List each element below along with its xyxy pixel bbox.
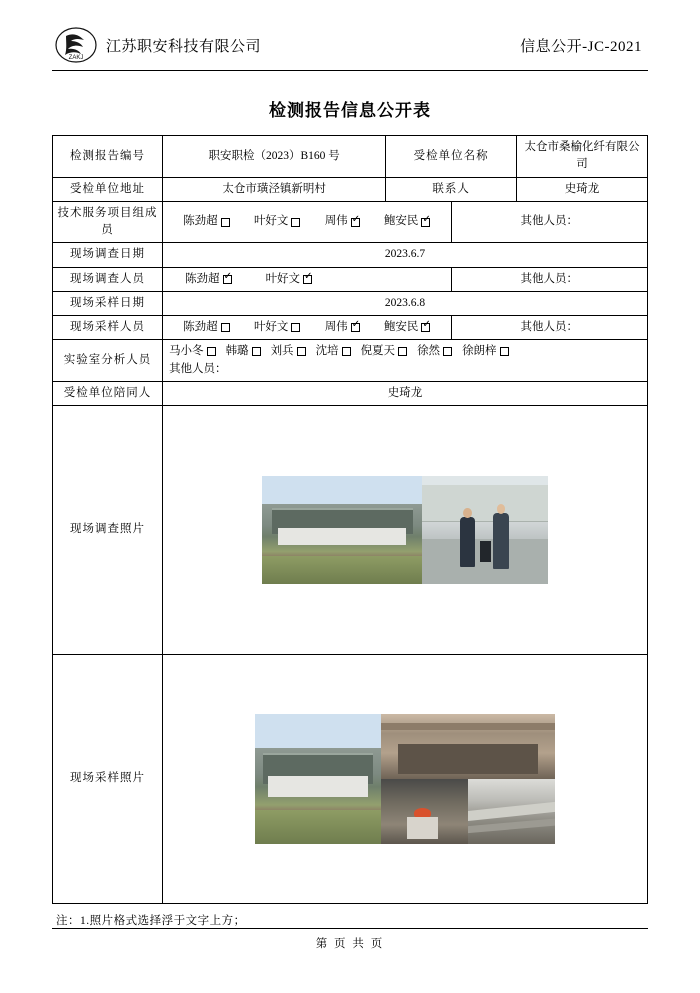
- tech-team-members: [163, 201, 452, 243]
- member-checkbox[interactable]: [351, 218, 360, 227]
- member-name: 徐然: [417, 345, 441, 358]
- survey-date-label: 现场调查日期: [53, 243, 163, 267]
- member-name: 鲍安民: [383, 321, 419, 333]
- sampling-photo-group: [255, 714, 555, 844]
- member-checkbox[interactable]: [252, 347, 261, 356]
- lab-staff-label: 实验室分析人员: [53, 340, 163, 382]
- table-row: [53, 177, 648, 201]
- survey-staff-label: 现场调查人员: [53, 267, 163, 291]
- photo-factory-exterior: [262, 476, 422, 584]
- sampling-photos-cell: [163, 655, 648, 904]
- header-divider: [52, 70, 648, 71]
- member-chip[interactable]: [316, 343, 351, 360]
- table-row: [53, 316, 648, 340]
- member-chip[interactable]: [384, 213, 431, 230]
- report-no-value: 职安职检（2023）B160 号: [163, 136, 386, 178]
- footer-divider: [52, 928, 648, 929]
- member-name: 叶好文: [253, 321, 289, 333]
- photo-sampling-worker: [381, 779, 468, 844]
- table-row: [53, 381, 648, 405]
- photo-site-survey-people: [422, 476, 548, 584]
- member-chip[interactable]: [226, 343, 261, 360]
- member-name: 陈劲超: [185, 272, 220, 285]
- photo-workshop-interior: [381, 714, 555, 779]
- member-checkbox[interactable]: [342, 347, 351, 356]
- member-chip[interactable]: [183, 319, 230, 336]
- company-name: 江苏职安科技有限公司: [106, 38, 262, 55]
- table-row: [53, 243, 648, 267]
- member-checkbox[interactable]: [443, 347, 452, 356]
- sampling-date-label: 现场采样日期: [53, 291, 163, 315]
- tech-team-label: 技术服务项目组成员: [53, 201, 163, 243]
- document-code: 信息公开-JC-2021: [520, 38, 642, 55]
- member-checkbox[interactable]: [297, 347, 306, 356]
- member-chip[interactable]: [384, 319, 431, 336]
- table-row: [53, 267, 648, 291]
- sampling-staff-members: [163, 316, 452, 340]
- member-name: 叶好文: [253, 215, 289, 228]
- member-chip[interactable]: [185, 271, 232, 288]
- member-chip[interactable]: [271, 343, 306, 360]
- member-name: 陈劲超: [183, 215, 218, 228]
- company-logo-icon: [54, 26, 98, 64]
- survey-date-value: 2023.6.7: [163, 243, 648, 267]
- member-name: 韩璐: [225, 345, 249, 358]
- lab-others-label: 其他人员：: [169, 362, 227, 375]
- contact-value: 史琦龙: [517, 177, 648, 201]
- member-name: 周伟: [324, 321, 348, 333]
- page-header: [52, 0, 648, 78]
- member-checkbox[interactable]: [398, 347, 407, 356]
- contact-label: 联系人: [386, 177, 517, 201]
- client-address-value: 太仓市璜泾镇新明村: [163, 177, 386, 201]
- sampling-photos-label: 现场采样照片: [53, 655, 163, 904]
- member-name: 陈劲超: [183, 321, 218, 333]
- member-chip[interactable]: [254, 319, 301, 336]
- member-checkbox[interactable]: [421, 323, 430, 332]
- member-name: 徐朗梓: [462, 345, 497, 358]
- info-table: [52, 135, 648, 904]
- member-chip[interactable]: [325, 213, 360, 230]
- report-no-label: 检测报告编号: [53, 136, 163, 178]
- survey-photos-cell: [163, 406, 648, 655]
- member-checkbox[interactable]: [223, 275, 232, 284]
- member-name: 鲍安民: [383, 215, 419, 228]
- member-chip[interactable]: [254, 213, 301, 230]
- photo-production-line: [468, 779, 555, 844]
- tech-team-others-label: 其他人员：: [451, 201, 647, 243]
- member-name: 马小冬: [169, 345, 204, 358]
- sampling-others-label: 其他人员：: [451, 316, 647, 340]
- member-chip[interactable]: [417, 343, 452, 360]
- member-checkbox[interactable]: [500, 347, 509, 356]
- table-row: [53, 201, 648, 243]
- client-name-value: 太仓市桑榆化纤有限公司: [517, 136, 648, 178]
- member-name: 叶好文: [265, 272, 301, 285]
- escort-label: 受检单位陪同人: [53, 381, 163, 405]
- member-chip[interactable]: [361, 343, 408, 360]
- member-name: 倪夏天: [360, 345, 396, 358]
- member-checkbox[interactable]: [303, 275, 312, 284]
- lab-staff-members: [163, 340, 648, 382]
- member-name: 周伟: [324, 215, 348, 228]
- member-checkbox[interactable]: [221, 218, 230, 227]
- survey-photos-label: 现场调查照片: [53, 406, 163, 655]
- survey-staff-members: [163, 267, 452, 291]
- table-row: [53, 655, 648, 904]
- member-name: 沈培: [315, 345, 339, 358]
- client-address-label: 受检单位地址: [53, 177, 163, 201]
- page-footer: [52, 928, 648, 951]
- member-chip[interactable]: [325, 319, 360, 336]
- member-chip[interactable]: [169, 343, 216, 360]
- brand: [54, 26, 261, 64]
- survey-photo-group: [262, 476, 548, 584]
- table-row: [53, 340, 648, 382]
- member-checkbox[interactable]: [291, 323, 300, 332]
- member-checkbox[interactable]: [207, 347, 216, 356]
- member-name: 刘兵: [270, 345, 294, 358]
- member-chip[interactable]: [183, 213, 230, 230]
- member-checkbox[interactable]: [351, 323, 360, 332]
- client-name-label: 受检单位名称: [386, 136, 517, 178]
- table-row: [53, 136, 648, 178]
- member-checkbox[interactable]: [421, 218, 430, 227]
- page-number: 第 页 共 页: [315, 938, 385, 950]
- member-chip[interactable]: [462, 343, 509, 360]
- table-row: [53, 406, 648, 655]
- escort-value: 史琦龙: [163, 381, 648, 405]
- photo-factory-exterior: [255, 714, 381, 844]
- page-title: 检测报告信息公开表: [269, 101, 431, 120]
- svg-text:ZAKJ: ZAKJ: [68, 55, 84, 61]
- member-chip[interactable]: [266, 271, 313, 288]
- sampling-staff-label: 现场采样人员: [53, 316, 163, 340]
- table-row: [53, 291, 648, 315]
- survey-others-label: 其他人员：: [451, 267, 647, 291]
- table-note: 注：1.照片格式选择浮于文字上方；: [56, 915, 246, 927]
- member-checkbox[interactable]: [221, 323, 230, 332]
- sampling-date-value: 2023.6.8: [163, 291, 648, 315]
- member-checkbox[interactable]: [291, 218, 300, 227]
